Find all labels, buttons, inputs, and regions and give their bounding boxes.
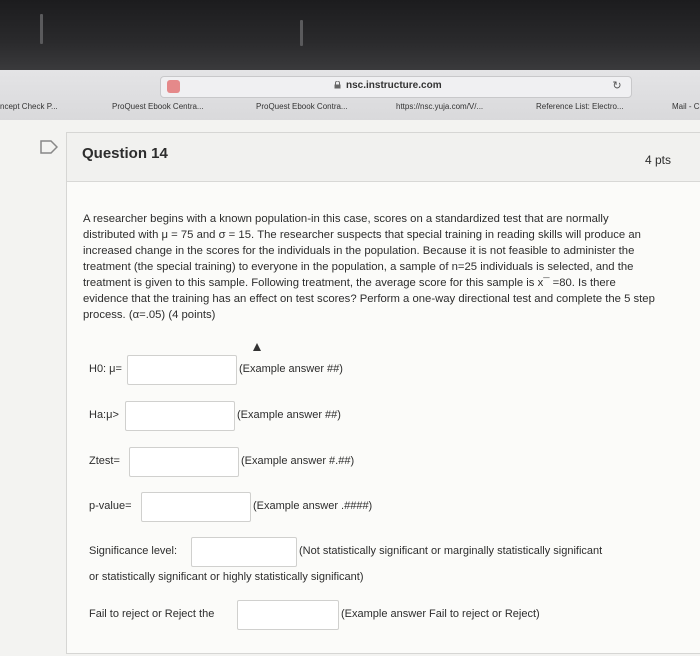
bezel-mark (40, 14, 43, 44)
significance-input[interactable] (191, 537, 297, 567)
quiz-page (0, 120, 700, 656)
address-bar[interactable] (160, 76, 632, 98)
pvalue-hint: (Example answer .####) (253, 500, 373, 512)
bookmark-item[interactable]: ProQuest Ebook Centra... (112, 102, 204, 111)
question-text: A researcher begins with a known population-in this case, scores on a standardized test that are normally distributed with μ = 75 and σ = 15. The researcher suspects that special training in reading skills will produce an increased change in the scores for the individuals in the population. Because it is not feasible to administer the treatment (the special training) to everyone in the population, a sample of n=25 individuals is selected, and the treatment is given to this sample. Following treatment, the average score for this sample is x¯ =80. Is there evidence that the training has an effect on test scores? Perform a one-way directional test and complete the 5 step process. (α=.05) (4 points) (83, 213, 655, 321)
h0-hint: (Example answer ##) (239, 363, 343, 375)
bookmarks-bar (0, 100, 700, 118)
h0-label: H0: μ= (89, 363, 122, 375)
h0-input[interactable] (127, 355, 237, 385)
ha-label: Ha:μ> (89, 409, 119, 421)
significance-hint-continued: or statistically significant or highly statistically significant) (89, 571, 364, 583)
pvalue-label: p-value= (89, 500, 132, 512)
question-header (67, 133, 700, 182)
address-text: nsc.instructure.com (346, 80, 442, 91)
mouse-cursor-icon (253, 343, 261, 351)
question-title: Question 14 (82, 145, 168, 162)
ha-input[interactable] (125, 401, 235, 431)
ztest-hint: (Example answer #.##) (241, 455, 355, 467)
browser-chrome (0, 70, 700, 121)
screen-top-bezel (0, 0, 700, 70)
ztest-label: Ztest= (89, 455, 120, 467)
ha-hint: (Example answer ##) (237, 409, 341, 421)
bookmark-item[interactable]: https://nsc.yuja.com/V/... (396, 102, 484, 111)
reject-input[interactable] (237, 600, 339, 630)
tab-favicon-icon (167, 80, 180, 93)
lock-icon (334, 81, 341, 89)
bookmark-item[interactable]: ProQuest Ebook Contra... (256, 102, 348, 111)
bezel-mark (300, 20, 303, 46)
bookmark-item[interactable]: ncept Check P... (0, 102, 58, 111)
reject-label: Fail to reject or Reject the (89, 608, 215, 620)
bookmark-item[interactable]: Mail - C (672, 102, 700, 111)
bookmark-item[interactable]: Reference List: Electro... (536, 102, 624, 111)
reject-hint: (Example answer Fail to reject or Reject) (341, 608, 540, 620)
ztest-input[interactable] (129, 447, 239, 477)
question-card (66, 132, 700, 654)
significance-hint: (Not statistically significant or marginally statistically significant (299, 545, 603, 557)
pvalue-input[interactable] (141, 492, 251, 522)
significance-label: Significance level: (89, 545, 178, 557)
question-points: 4 pts (644, 153, 671, 167)
flag-icon[interactable] (40, 140, 58, 154)
reload-icon[interactable]: ↻ (612, 80, 622, 92)
